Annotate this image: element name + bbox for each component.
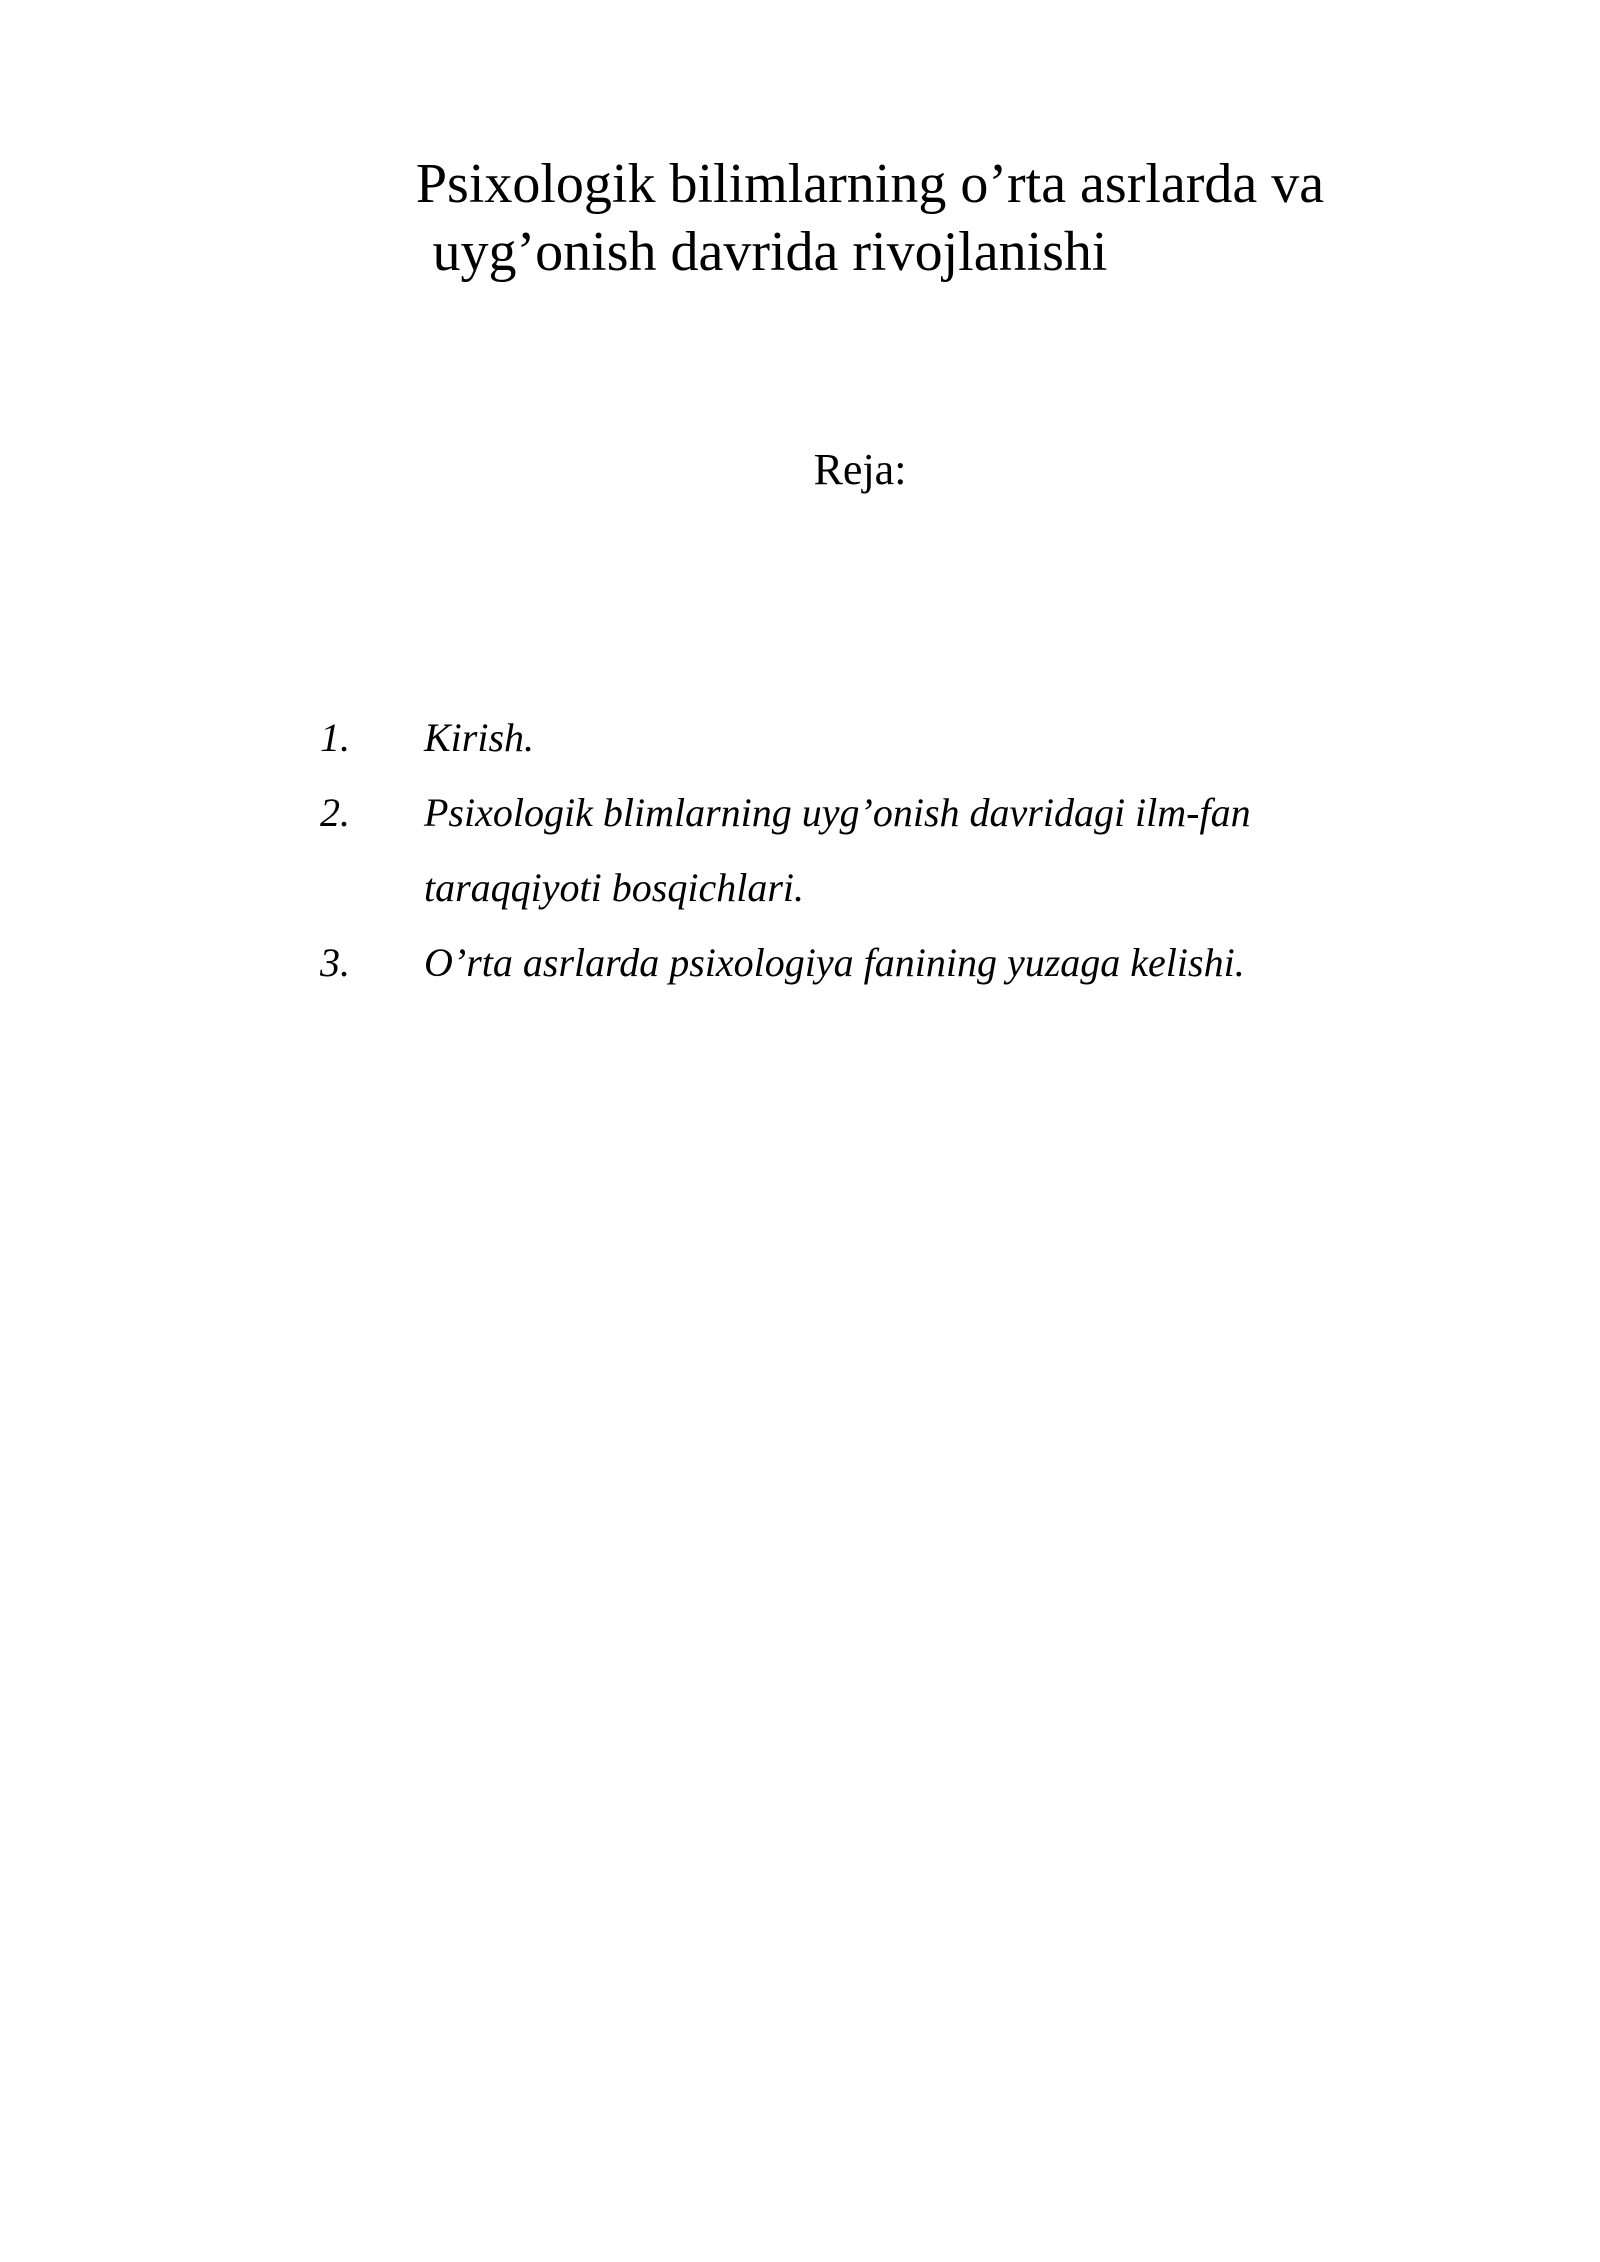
plan-item-number: 1. (320, 715, 350, 760)
document-title (300, 150, 1440, 286)
title-line-1: Psixologik bilimlarning o’rta asrlarda va (415, 153, 1325, 215)
plan-item-number: 2. (320, 790, 350, 835)
plan-heading: Reja: (813, 445, 907, 494)
plan-item-1 (320, 700, 1320, 775)
plan-item-number: 3. (320, 940, 350, 985)
plan-item-text: O’rta asrlarda psixologiya fanining yuzaga kelishi. (424, 940, 1245, 985)
plan-item-3 (320, 925, 1320, 1000)
plan-item-2 (320, 775, 1320, 925)
plan-item-text: Kirish. (424, 715, 535, 760)
plan-item-text: Psixologik blimlarning uyg’onish davridagi ilm-fan taraqqiyoti bosqichlari. (424, 790, 1251, 910)
plan-list (320, 700, 1320, 1000)
title-line-2: uyg’onish davrida rivojlanishi (432, 221, 1108, 283)
